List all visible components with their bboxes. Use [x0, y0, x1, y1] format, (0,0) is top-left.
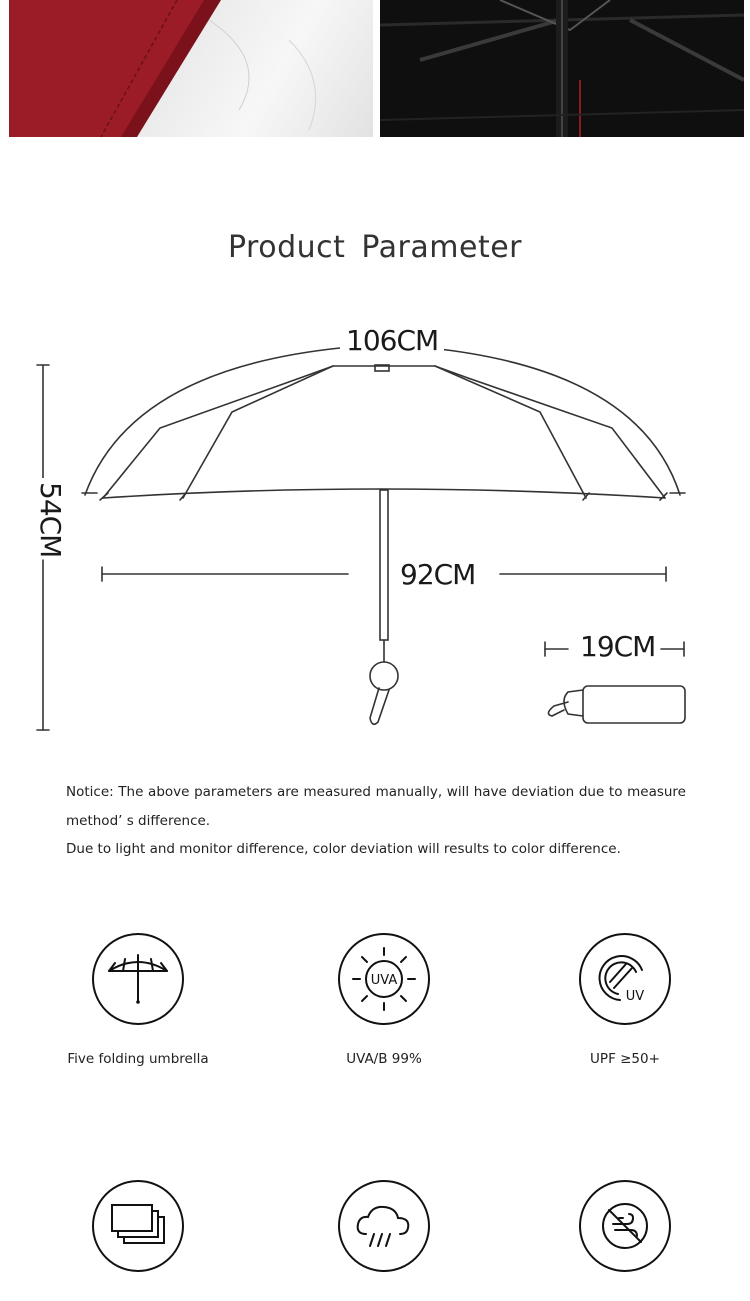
feature-label: Five folding umbrella — [67, 1051, 209, 1067]
canopy-arc-dimension: 106CM — [340, 324, 444, 357]
folded-length-dimension: 19CM — [576, 630, 659, 663]
feature-label: UVA/B 99% — [346, 1051, 422, 1067]
notice-text — [66, 778, 686, 864]
feature-uva-protection — [284, 933, 484, 1067]
upf-uv-icon — [579, 933, 671, 1025]
uva-icon-text: UVA — [370, 973, 398, 988]
page-title: Product Parameter — [227, 230, 523, 265]
feature-five-folding — [38, 933, 238, 1067]
umbrella-icon — [92, 933, 184, 1025]
uv-icon-text: UV — [625, 989, 645, 1004]
feature-upf-rating — [525, 933, 725, 1067]
product-photo-black-canopy — [380, 0, 744, 137]
diameter-dimension: 92CM — [396, 558, 479, 591]
feature-label: UPF ≥50+ — [590, 1051, 660, 1067]
layers-icon — [92, 1180, 184, 1272]
feature-rainproof — [284, 1180, 484, 1298]
feature-windproof — [525, 1180, 725, 1298]
windproof-icon — [579, 1180, 671, 1272]
notice-line-1: Notice: The above parameters are measured manually, will have deviation due to measure method’ s difference. — [66, 784, 686, 829]
height-dimension: 54CM — [34, 478, 67, 556]
product-photo-red-canopy — [9, 0, 373, 137]
rain-cloud-icon — [338, 1180, 430, 1272]
notice-line-2: Due to light and monitor difference, color deviation will results to color difference. — [66, 841, 621, 857]
dimension-diagram — [0, 310, 750, 750]
feature-layers — [38, 1180, 238, 1298]
uva-sun-icon — [338, 933, 430, 1025]
umbrella-line-drawing — [0, 310, 750, 750]
